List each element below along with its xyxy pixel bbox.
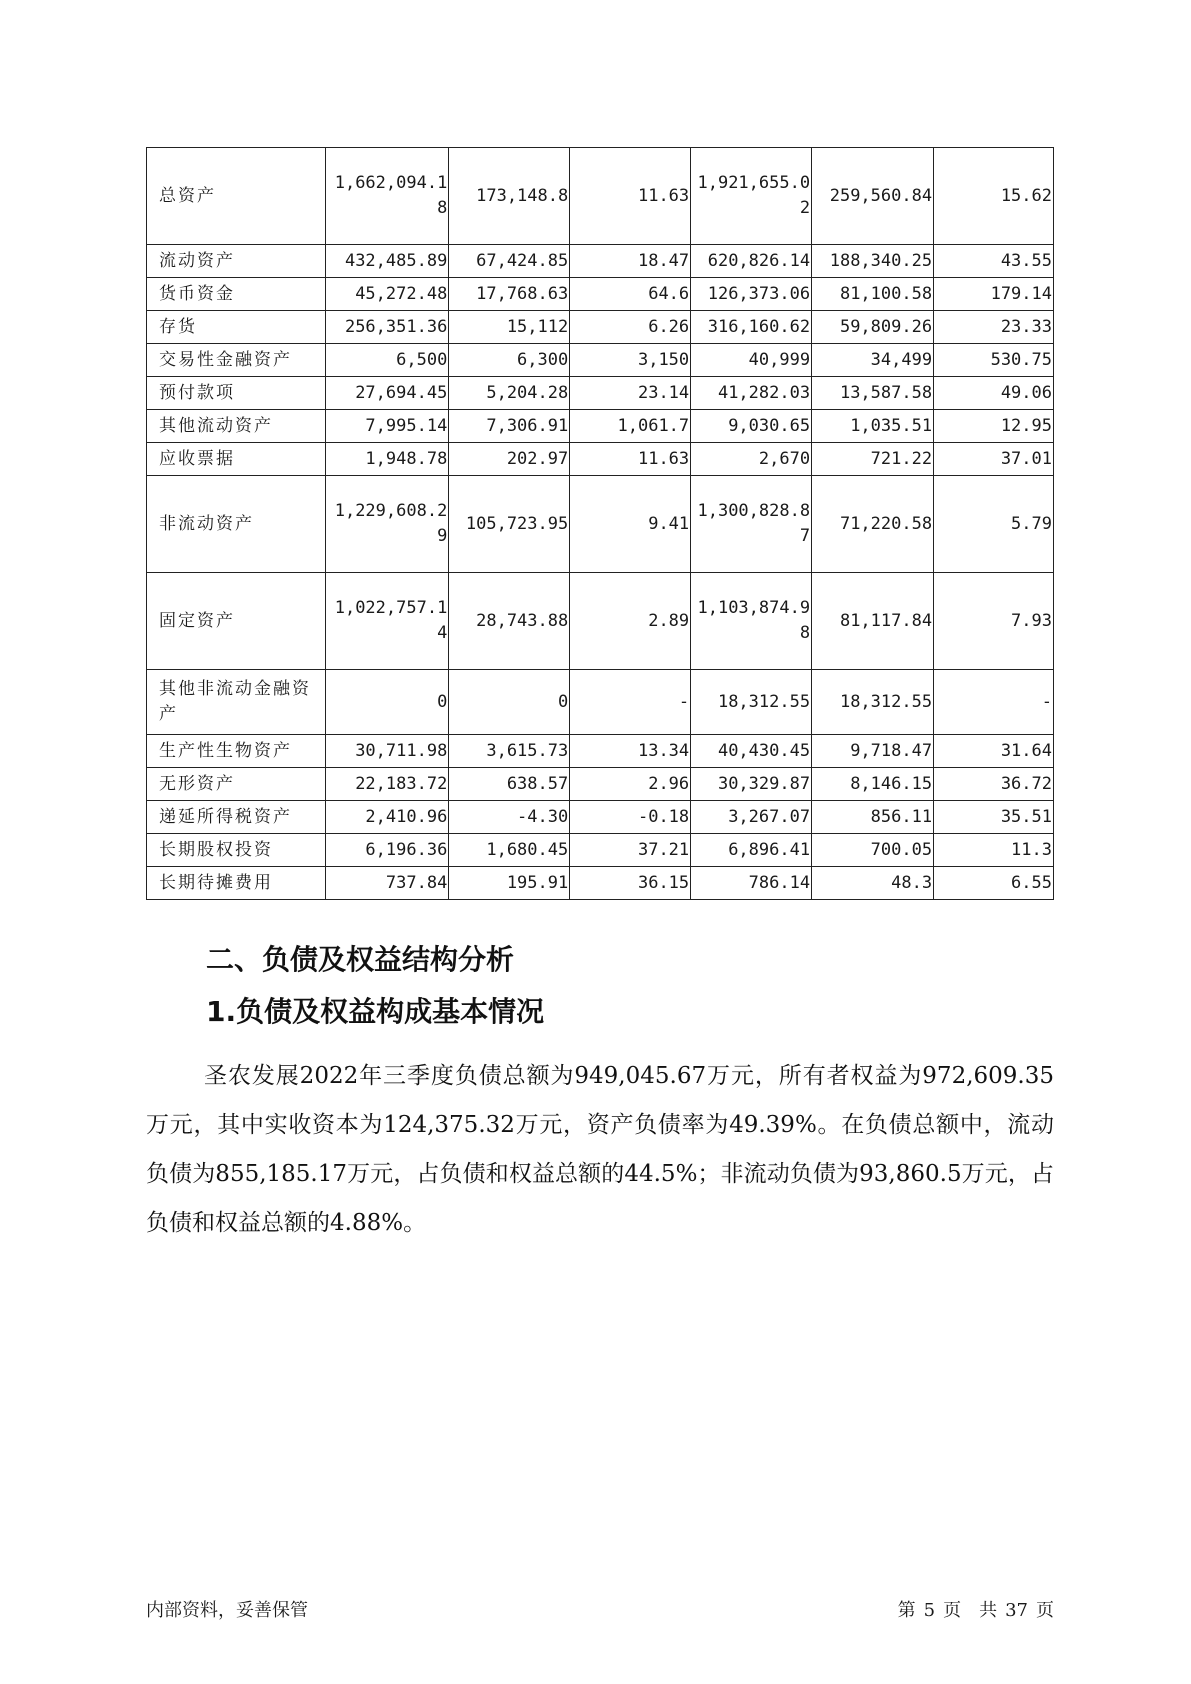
- table-cell-v3: 36.15: [570, 867, 691, 900]
- table-cell-v5: 59,809.26: [812, 311, 934, 344]
- table-cell-v6: 37.01: [934, 443, 1054, 476]
- table-cell-v6: 49.06: [934, 377, 1054, 410]
- table-cell-v1: 1,948.78: [326, 443, 449, 476]
- table-cell-v2: 6,300: [449, 344, 570, 377]
- table-cell-v1: 1,662,094.18: [326, 148, 449, 245]
- table-cell-v4: 620,826.14: [691, 245, 812, 278]
- table-cell-v2: 202.97: [449, 443, 570, 476]
- table-cell-v3: 2.89: [570, 573, 691, 670]
- sub-heading: 1.负债及权益构成基本情况: [206, 995, 545, 1028]
- table-cell-v5: 9,718.47: [812, 735, 934, 768]
- table-cell-v2: 3,615.73: [449, 735, 570, 768]
- table-cell-v1: 1,229,608.29: [326, 476, 449, 573]
- table-cell-v2: 17,768.63: [449, 278, 570, 311]
- table-cell-v6: 31.64: [934, 735, 1054, 768]
- row-label: 流动资产: [147, 245, 326, 278]
- section-heading: 二、负债及权益结构分析: [206, 943, 515, 976]
- table-cell-v3: 6.26: [570, 311, 691, 344]
- table-cell-v6: 11.3: [934, 834, 1054, 867]
- table-cell-v3: 1,061.7: [570, 410, 691, 443]
- row-label: 长期待摊费用: [147, 867, 326, 900]
- table-cell-v4: 316,160.62: [691, 311, 812, 344]
- row-label: 应收票据: [147, 443, 326, 476]
- row-label: 预付款项: [147, 377, 326, 410]
- table-cell-v4: 786.14: [691, 867, 812, 900]
- table-cell-v2: 1,680.45: [449, 834, 570, 867]
- table-cell-v2: 15,112: [449, 311, 570, 344]
- table-cell-v2: 638.57: [449, 768, 570, 801]
- table-row: [147, 410, 1054, 443]
- table-cell-v4: 41,282.03: [691, 377, 812, 410]
- table-cell-v1: 27,694.45: [326, 377, 449, 410]
- table-cell-v1: 0: [326, 670, 449, 735]
- table-cell-v2: 28,743.88: [449, 573, 570, 670]
- table-cell-v4: 6,896.41: [691, 834, 812, 867]
- table-row: [147, 148, 1054, 245]
- table-cell-v5: 8,146.15: [812, 768, 934, 801]
- table-cell-v5: 71,220.58: [812, 476, 934, 573]
- table-cell-v4: 1,300,828.87: [691, 476, 812, 573]
- table-cell-v5: 700.05: [812, 834, 934, 867]
- table-cell-v1: 7,995.14: [326, 410, 449, 443]
- table-cell-v2: 195.91: [449, 867, 570, 900]
- table-row: [147, 311, 1054, 344]
- table-row: [147, 344, 1054, 377]
- table-cell-v1: 6,196.36: [326, 834, 449, 867]
- table-cell-v6: 7.93: [934, 573, 1054, 670]
- table-cell-v1: 737.84: [326, 867, 449, 900]
- page-total: 37: [1005, 1600, 1028, 1621]
- table-cell-v3: 23.14: [570, 377, 691, 410]
- table-cell-v4: 3,267.07: [691, 801, 812, 834]
- table-cell-v6: 35.51: [934, 801, 1054, 834]
- table-cell-v6: 43.55: [934, 245, 1054, 278]
- table-cell-v6: 23.33: [934, 311, 1054, 344]
- table-cell-v1: 1,022,757.14: [326, 573, 449, 670]
- table-cell-v3: -0.18: [570, 801, 691, 834]
- table-cell-v4: 126,373.06: [691, 278, 812, 311]
- table-cell-v4: 1,103,874.98: [691, 573, 812, 670]
- table-cell-v1: 2,410.96: [326, 801, 449, 834]
- table-row: [147, 245, 1054, 278]
- table-cell-v2: 5,204.28: [449, 377, 570, 410]
- table-cell-v3: 2.96: [570, 768, 691, 801]
- table-cell-v4: 2,670: [691, 443, 812, 476]
- table-cell-v5: 856.11: [812, 801, 934, 834]
- table-cell-v6: 530.75: [934, 344, 1054, 377]
- table-cell-v6: 12.95: [934, 410, 1054, 443]
- table-cell-v2: -4.30: [449, 801, 570, 834]
- row-label: 递延所得税资产: [147, 801, 326, 834]
- table-row: [147, 278, 1054, 311]
- row-label: 无形资产: [147, 768, 326, 801]
- table-row: [147, 573, 1054, 670]
- table-row: [147, 377, 1054, 410]
- row-label: 交易性金融资产: [147, 344, 326, 377]
- table-row: [147, 834, 1054, 867]
- row-label: 总资产: [147, 148, 326, 245]
- row-label: 其他流动资产: [147, 410, 326, 443]
- row-label: 货币资金: [147, 278, 326, 311]
- row-label: 存货: [147, 311, 326, 344]
- table-cell-v6: 6.55: [934, 867, 1054, 900]
- table-cell-v3: 64.6: [570, 278, 691, 311]
- table-cell-v4: 40,430.45: [691, 735, 812, 768]
- table-cell-v5: 1,035.51: [812, 410, 934, 443]
- table-cell-v5: 81,100.58: [812, 278, 934, 311]
- table-row: [147, 801, 1054, 834]
- row-label: 长期股权投资: [147, 834, 326, 867]
- table-cell-v3: 11.63: [570, 148, 691, 245]
- table-cell-v6: -: [934, 670, 1054, 735]
- page-mid: 页 共: [943, 1600, 998, 1621]
- table-cell-v3: 18.47: [570, 245, 691, 278]
- table-cell-v2: 0: [449, 670, 570, 735]
- table-row: [147, 735, 1054, 768]
- table-cell-v2: 7,306.91: [449, 410, 570, 443]
- table-cell-v4: 9,030.65: [691, 410, 812, 443]
- table-cell-v1: 432,485.89: [326, 245, 449, 278]
- table-cell-v5: 259,560.84: [812, 148, 934, 245]
- asset-structure-table: [146, 147, 1054, 900]
- table-cell-v1: 6,500: [326, 344, 449, 377]
- summary-paragraph: 圣农发展2022年三季度负债总额为949,045.67万元，所有者权益为972,609.35万元，其中实收资本为124,375.32万元，资产负债率为49.39%。在负债总额中，流动负债为855,185.17万元，占负债和权益总额的44.5%；非流动负债为93,860.5万元，占负债和权益总额的4.88%。: [146, 1063, 1054, 1236]
- page-number: 5: [923, 1600, 936, 1621]
- table-cell-v5: 48.3: [812, 867, 934, 900]
- table-cell-v3: 13.34: [570, 735, 691, 768]
- page-suffix: 页: [1036, 1600, 1054, 1621]
- table-cell-v4: 30,329.87: [691, 768, 812, 801]
- footer-confidential-note: 内部资料，妥善保管: [146, 1600, 308, 1621]
- table-row: [147, 867, 1054, 900]
- table-cell-v6: 36.72: [934, 768, 1054, 801]
- table-cell-v2: 105,723.95: [449, 476, 570, 573]
- table-cell-v5: 81,117.84: [812, 573, 934, 670]
- page-prefix: 第: [897, 1600, 916, 1621]
- table-cell-v1: 256,351.36: [326, 311, 449, 344]
- table-row: [147, 476, 1054, 573]
- row-label: 非流动资产: [147, 476, 326, 573]
- table-cell-v5: 34,499: [812, 344, 934, 377]
- table-cell-v5: 188,340.25: [812, 245, 934, 278]
- footer-page-info: [898, 1596, 1054, 1622]
- table-cell-v1: 22,183.72: [326, 768, 449, 801]
- table-row: [147, 768, 1054, 801]
- table-cell-v5: 18,312.55: [812, 670, 934, 735]
- table-cell-v3: 9.41: [570, 476, 691, 573]
- table-cell-v2: 67,424.85: [449, 245, 570, 278]
- table-cell-v3: -: [570, 670, 691, 735]
- table-row: [147, 443, 1054, 476]
- table-cell-v4: 1,921,655.02: [691, 148, 812, 245]
- table-body: [147, 148, 1054, 900]
- table-cell-v1: 45,272.48: [326, 278, 449, 311]
- table-cell-v6: 15.62: [934, 148, 1054, 245]
- table-cell-v2: 173,148.8: [449, 148, 570, 245]
- table-cell-v3: 11.63: [570, 443, 691, 476]
- table-cell-v6: 179.14: [934, 278, 1054, 311]
- table-cell-v3: 37.21: [570, 834, 691, 867]
- table-row: [147, 670, 1054, 735]
- table-cell-v6: 5.79: [934, 476, 1054, 573]
- table-cell-v4: 18,312.55: [691, 670, 812, 735]
- row-label: 其他非流动金融资产: [147, 670, 326, 735]
- table-cell-v1: 30,711.98: [326, 735, 449, 768]
- table-cell-v5: 13,587.58: [812, 377, 934, 410]
- table-cell-v5: 721.22: [812, 443, 934, 476]
- table-cell-v3: 3,150: [570, 344, 691, 377]
- row-label: 生产性生物资产: [147, 735, 326, 768]
- row-label: 固定资产: [147, 573, 326, 670]
- table-cell-v4: 40,999: [691, 344, 812, 377]
